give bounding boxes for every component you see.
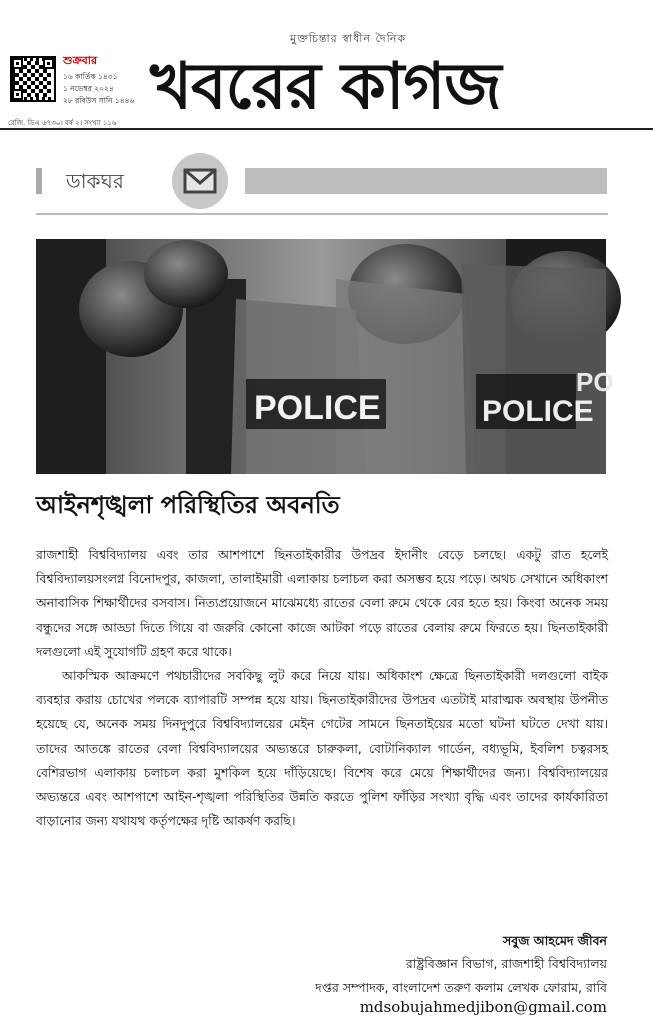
masthead-divider (0, 128, 653, 130)
shield-label-2: POLICE (482, 395, 594, 428)
masthead-registration: রেজি. ডিএ ৬৭৩০। বর্ষ ২। সংখ্যা ১১৬ (8, 119, 117, 127)
masthead-tagline: মুক্তচিন্তার স্বাধীন দৈনিক (290, 32, 407, 45)
section-label: ডাকঘর (66, 169, 124, 193)
masthead-date-english: ১ নভেম্বর ২০২৪ (63, 84, 114, 93)
section-marker (36, 168, 42, 194)
qr-code-icon (10, 56, 56, 102)
masthead-title: খবরের কাগজ (150, 49, 501, 124)
author-email[interactable]: mdsobujahmedjibon@gmail.com (359, 998, 607, 1016)
masthead-date-hijri: ২৮ রবিউস সানি ১৪৪৬ (63, 96, 135, 105)
masthead-day: শুক্রবার (63, 54, 98, 67)
article-body (36, 543, 608, 833)
shield-label-1: POLICE (254, 389, 381, 427)
author-department: রাষ্ট্রবিজ্ঞান বিভাগ, রাজশাহী বিশ্ববিদ্যালয় (405, 956, 607, 971)
article-paragraph-1: রাজশাহী বিশ্ববিদ্যালয় এবং তার আশপাশে ছিনতাইকারীর উপদ্রব ইদানীং বেড়ে চলছে। একটু রাত হলেই বিশ্ববিদ্যালয়সংলগ্ন বিনোদপুর, কাজলা, তালাইমারী এলাকায় চলাচল করা অসম্ভব হয়ে পড়ে। অথচ সেখানে অধিকাংশ অনাবাসিক শিক্ষার্থীদের বসবাস। নিত্যপ্রয়োজনে মাঝেমধ্যে রাতের বেলা রুমে থেকে বের হতে হয়। কিংবা অনেক সময় বন্ধুদের সঙ্গে আড্ডা দিতে গিয়ে বা জরুরি কোনো কাজে আটকা পড়ে রাতের বেলায় রুমে ফিরতে হয়। ছিনতাইকারী দলগুলো এই সুযোগটি গ্রহণ করে থাকে। (36, 547, 608, 659)
masthead-date-bangla: ১৬ কার্তিক ১৪৩১ (63, 72, 118, 81)
section-band (245, 168, 607, 194)
author-role: দপ্তর সম্পাদক, বাংলাদেশ তরুণ কলাম লেখক ফোরাম, রাবি (315, 980, 607, 995)
article-paragraph-2: আকস্মিক আক্রমণে পথচারীদের সবকিছু লুট করে নিয়ে যায়। অধিকাংশ ক্ষেত্রে ছিনতাইকারী দলগুলো বাইক ব্যবহার করায় চোখের পলকে ব্যাপারটি সম্পন্ন হয়ে যায়। ছিনতাইকারীদের উপদ্রব এতটাই মারাত্মক অবস্থায় উপনীত হয়েছে যে, অনেক সময় দিনদুপুরে বিশ্ববিদ্যালয়ের মেইন গেটের সামনে ছিনতাইয়ের মতো ঘটনা ঘটতে দেখা যায়। তাদের আতঙ্কে রাতের বেলা বিশ্ববিদ্যালয়ের অভ্যন্তরে চারুকলা, বোটানিক্যাল গার্ডেন, বধ্যভূমি, ইবলিশ চত্বরসহ বেশিরভাগ এলাকায় চলাচল করা মুশকিল হয়ে দাঁড়িয়েছে। বিশেষ করে মেয়ে শিক্ষার্থীদের জন্য। বিশ্ববিদ্যালয়ের অভ্যন্তরে এবং আশপাশে আইন-শৃঙ্খলা পরিস্থিতির উন্নতি করতে পুলিশ ফাঁড়ির সংখ্যা বৃদ্ধি এবং তাদের কার্যকারিতা বাড়ানোর জন্য যথাযথ কর্তৃপক্ষের দৃষ্টি আকর্ষণ করছি। (36, 668, 608, 829)
article-photo (36, 239, 614, 474)
article-headline: আইনশৃঙ্খলা পরিস্থিতির অবনতি (36, 491, 340, 519)
section-divider (36, 213, 608, 215)
shield-label-3: PO (576, 367, 614, 397)
envelope-icon (172, 153, 228, 209)
author-name: সবুজ আহমেদ জীবন (503, 933, 607, 948)
